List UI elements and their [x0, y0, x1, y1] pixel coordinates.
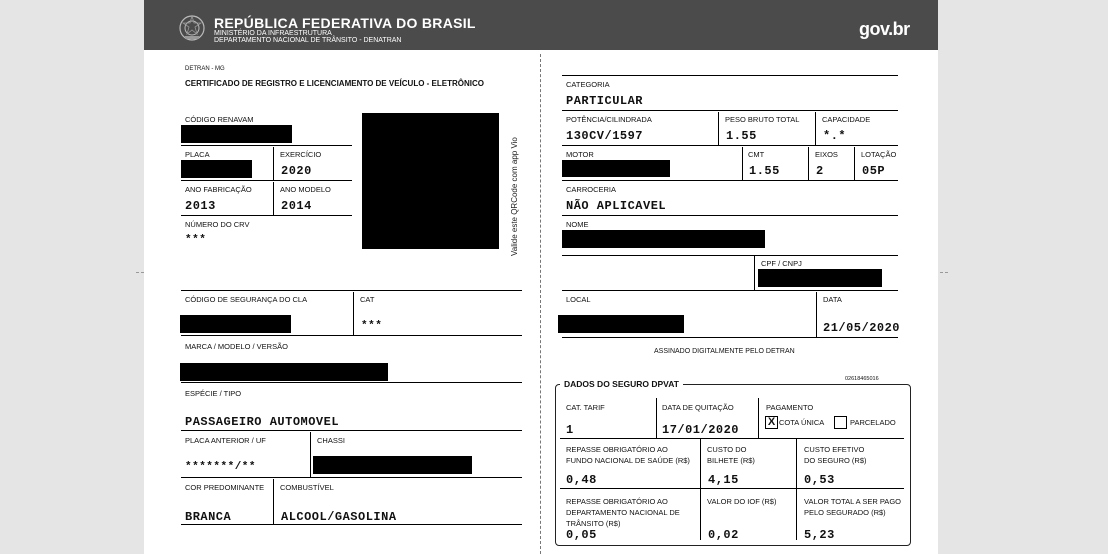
- custo-bilhete-label-1: CUSTO DO: [707, 445, 747, 454]
- divider: [562, 75, 898, 76]
- marca-label: MARCA / MODELO / VERSÃO: [185, 342, 288, 351]
- divider: [808, 147, 809, 180]
- cat-value: ***: [361, 320, 383, 332]
- eixos-value: 2: [816, 164, 824, 178]
- divider: [181, 524, 522, 525]
- cla-label: CÓDIGO DE SEGURANÇA DO CLA: [185, 295, 308, 304]
- divider: [181, 430, 522, 431]
- repasse-fns-value: 0,48: [566, 473, 597, 487]
- divider: [181, 215, 352, 216]
- cat-tarif-value: 1: [566, 423, 574, 437]
- lotacao-label: LOTAÇÃO: [861, 150, 897, 159]
- divider: [796, 488, 797, 540]
- parcelado-checkbox[interactable]: [834, 416, 847, 429]
- peso-label: PESO BRUTO TOTAL: [725, 115, 800, 124]
- iof-label: VALOR DO IOF (R$): [707, 497, 777, 506]
- quitacao-value: 17/01/2020: [662, 423, 740, 437]
- dpvat-title: DADOS DO SEGURO DPVAT: [560, 379, 683, 389]
- local-label: LOCAL: [566, 295, 591, 304]
- repasse-dnt-label-2: DEPARTAMENTO NACIONAL DE: [566, 508, 680, 517]
- divider: [816, 292, 817, 337]
- crv-label: NÚMERO DO CRV: [185, 220, 250, 229]
- divider: [562, 180, 898, 181]
- divider: [758, 398, 759, 438]
- placa-anterior-value: *******/**: [185, 461, 257, 473]
- cota-unica-label: COTA ÚNICA: [779, 418, 825, 427]
- divider: [560, 438, 904, 439]
- divider: [562, 255, 898, 256]
- ano-fabricacao-value: 2013: [185, 199, 216, 213]
- marca-redacted: [180, 363, 388, 381]
- fold-mark-left: [136, 272, 144, 273]
- qr-validation-text: Valide este QRCode com app Vio: [510, 137, 519, 256]
- coat-of-arms-icon: [178, 14, 206, 42]
- repasse-fns-label-2: FUNDO NACIONAL DE SAÚDE (R$): [566, 456, 690, 465]
- fold-mark-right: [940, 272, 948, 273]
- repasse-dnt-value: 0,05: [566, 528, 597, 542]
- divider: [181, 180, 352, 181]
- custo-bilhete-value: 4,15: [708, 473, 739, 487]
- motor-redacted: [562, 160, 670, 177]
- crv-value: ***: [185, 234, 207, 246]
- cat-label: CAT: [360, 295, 375, 304]
- combustivel-value: ALCOOL/GASOLINA: [281, 510, 397, 524]
- ano-modelo-value: 2014: [281, 199, 312, 213]
- divider: [181, 290, 522, 291]
- ano-modelo-label: ANO MODELO: [280, 185, 331, 194]
- divider: [273, 182, 274, 215]
- divider: [754, 255, 755, 290]
- divider: [273, 479, 274, 524]
- gov-header: [144, 0, 938, 50]
- peso-value: 1.55: [726, 129, 757, 143]
- local-redacted: [558, 315, 684, 333]
- cor-label: COR PREDOMINANTE: [185, 483, 265, 492]
- custo-bilhete-label-2: BILHETE (R$): [707, 456, 755, 465]
- dpvat-code: 02618465016: [845, 376, 879, 382]
- center-divider: [540, 54, 541, 554]
- cat-tarif-label: CAT. TARIF: [566, 403, 605, 412]
- nome-redacted: [562, 230, 765, 248]
- chassi-label: CHASSI: [317, 436, 345, 445]
- divider: [562, 110, 898, 111]
- repasse-dnt-label-1: REPASSE OBRIGATÓRIO AO: [566, 497, 668, 506]
- divider: [742, 147, 743, 180]
- header-title: REPÚBLICA FEDERATIVA DO BRASIL: [214, 15, 476, 31]
- custo-efetivo-label-1: CUSTO EFETIVO: [804, 445, 865, 454]
- divider: [700, 488, 701, 540]
- combustivel-label: COMBUSTÍVEL: [280, 483, 334, 492]
- potencia-value: 130CV/1597: [566, 129, 644, 143]
- cmt-value: 1.55: [749, 164, 780, 178]
- carroceria-value: NÃO APLICAVEL: [566, 199, 667, 213]
- document-title: CERTIFICADO DE REGISTRO E LICENCIAMENTO DE VEÍCULO - ELETRÔNICO: [185, 79, 484, 88]
- iof-value: 0,02: [708, 528, 739, 542]
- divider: [353, 292, 354, 335]
- divider: [854, 147, 855, 180]
- cmt-label: CMT: [748, 150, 765, 159]
- placa-redacted: [181, 160, 252, 178]
- divider: [815, 112, 816, 145]
- total-value: 5,23: [804, 528, 835, 542]
- renavam-redacted: [181, 125, 292, 143]
- divider: [181, 382, 522, 383]
- divider: [181, 335, 522, 336]
- divider: [181, 145, 352, 146]
- divider: [562, 290, 898, 291]
- lotacao-value: 05P: [862, 164, 886, 178]
- placa-anterior-label: PLACA ANTERIOR / UF: [185, 436, 266, 445]
- ano-fabricacao-label: ANO FABRICAÇÃO: [185, 185, 252, 194]
- divider: [700, 438, 701, 488]
- cpf-label: CPF / CNPJ: [761, 259, 802, 268]
- capacidade-label: CAPACIDADE: [822, 115, 871, 124]
- nome-label: NOME: [566, 220, 589, 229]
- eixos-label: EIXOS: [815, 150, 838, 159]
- cota-unica-checkbox[interactable]: X: [765, 416, 778, 429]
- divider: [562, 215, 898, 216]
- divider: [273, 147, 274, 180]
- custo-efetivo-label-2: DO SEGURO (R$): [804, 456, 867, 465]
- cor-value: BRANCA: [185, 510, 232, 524]
- capacidade-value: *.*: [823, 129, 847, 143]
- data-value: 21/05/2020: [823, 321, 901, 335]
- detran-label: DETRAN - MG: [185, 66, 225, 72]
- especie-value: PASSAGEIRO AUTOMOVEL: [185, 415, 340, 429]
- assinado-text: ASSINADO DIGITALMENTE PELO DETRAN: [654, 348, 795, 355]
- exercicio-label: EXERCÍCIO: [280, 150, 322, 159]
- motor-label: MOTOR: [566, 150, 594, 159]
- cla-redacted: [180, 315, 291, 333]
- divider: [718, 112, 719, 145]
- categoria-value: PARTICULAR: [566, 94, 644, 108]
- divider: [560, 488, 904, 489]
- header-department: DEPARTAMENTO NACIONAL DE TRÂNSITO - DENATRAN: [214, 37, 402, 44]
- qr-code-redacted: [362, 113, 499, 249]
- divider: [310, 432, 311, 477]
- especie-label: ESPÉCIE / TIPO: [185, 389, 242, 398]
- data-label: DATA: [823, 295, 842, 304]
- quitacao-label: DATA DE QUITAÇÃO: [662, 403, 734, 412]
- govbr-logo[interactable]: gov.br: [859, 19, 910, 39]
- custo-efetivo-value: 0,53: [804, 473, 835, 487]
- divider: [562, 145, 898, 146]
- divider: [562, 337, 898, 338]
- renavam-label: CÓDIGO RENAVAM: [185, 115, 254, 124]
- parcelado-label: PARCELADO: [850, 418, 896, 427]
- potencia-label: POTÊNCIA/CILINDRADA: [566, 115, 652, 124]
- repasse-fns-label-1: REPASSE OBRIGATÓRIO AO: [566, 445, 668, 454]
- chassi-redacted: [313, 456, 472, 474]
- header-ministry: MINISTÉRIO DA INFRAESTRUTURA: [214, 30, 332, 37]
- divider: [656, 398, 657, 438]
- cpf-redacted: [758, 269, 882, 287]
- exercicio-value: 2020: [281, 164, 312, 178]
- divider: [181, 477, 522, 478]
- carroceria-label: CARROCERIA: [566, 185, 617, 194]
- total-label-1: VALOR TOTAL A SER PAGO: [804, 497, 901, 506]
- total-label-2: PELO SEGURADO (R$): [804, 508, 886, 517]
- placa-label: PLACA: [185, 150, 210, 159]
- categoria-label: CATEGORIA: [566, 80, 610, 89]
- divider: [796, 438, 797, 488]
- pagamento-label: PAGAMENTO: [766, 403, 814, 412]
- repasse-dnt-label-3: TRÂNSITO (R$): [566, 519, 621, 528]
